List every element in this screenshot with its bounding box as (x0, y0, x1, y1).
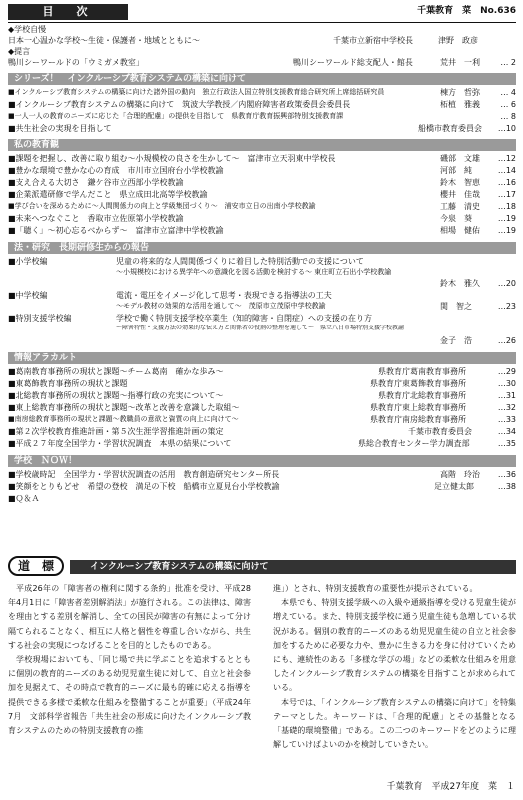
jiman-title: 日本一心温かな学校～生徒・保護者・地域とともに～ (8, 36, 200, 45)
toc-author: 棟方 哲弥 (440, 88, 480, 97)
toku-author: 金子 浩 (440, 336, 472, 345)
toc-title: ■Ｑ＆Ａ (8, 494, 40, 503)
toc-author: 櫻井 佳哉 (440, 190, 480, 199)
toc-page: …38 (497, 482, 516, 491)
toc-row[interactable] (8, 379, 516, 389)
toc-row[interactable] (8, 154, 516, 164)
article-paragraph: 進」）とされ、特別支援教育の重要性が提示されている。 (273, 584, 478, 593)
toc-row[interactable] (8, 214, 516, 224)
sho-label: ■小学校編 (8, 257, 48, 266)
jiman-row[interactable] (8, 36, 516, 46)
toc-title: ■東葛飾教育事務所の現状と課題 (8, 379, 128, 388)
toc-page: …29 (497, 367, 516, 376)
chu-title: 電流・電圧をイメージ化して思考・表現できる指導法の工夫 (116, 291, 332, 300)
jiman-label-row (8, 25, 516, 35)
toc-author: 県教育庁北総教育事務所 (378, 391, 466, 400)
toc-row[interactable] (8, 494, 516, 504)
chu-page: …23 (497, 302, 516, 311)
toc-author: 足立健太郎 (434, 482, 474, 491)
toc-page: …32 (497, 403, 516, 412)
toc-title: ■一人一人の教育のニーズに応じた「合理的配慮」の提供を目指して 県教育庁教育振興部特別支援教育課 (8, 112, 344, 120)
toc-title: 目 次 (8, 4, 128, 20)
toc-title: ■課題を把握し、改善に取り組む～小規模校の良さを生かして～ 富津市立天羽東中学校長 (8, 154, 336, 163)
toc-author: 相場 健佑 (440, 226, 480, 235)
toc-author: 鈴木 智恵 (440, 178, 480, 187)
toc-author: 県教育庁東葛飾教育事務所 (370, 379, 466, 388)
sho-sub: ～小規模校における異学年への意識化を図る活動を検討する～ 東庄町立石出小学校教諭 (116, 268, 392, 276)
article-column-right (273, 582, 516, 772)
toc-author: 県総合教育センター学力調査部 (358, 439, 470, 448)
toc-title: ■共生社会の実現を目指して (8, 124, 112, 133)
article-paragraph: 平成26年の「障害者の権利に関する条約」批准を受け、平成28年4月1日に「障害者差別解消法」が施行される。この法律は、障害を理由とする差別を解消し、全ての国民が障害の有無によって分け隔てられることなく、相互に人格と個性を尊重し合いながら、共生する社会の実現につなげることを目的としたものである。 (8, 584, 251, 650)
series-band: シリーズ！ インクルーシブ教育システムの構築に向けて (8, 73, 516, 85)
article-paragraph: 学校現場においても、「同じ場で共に学ぶことを追求するとともに個別の教育的ニーズのある幼児児童生徒に対して、自立と社会参加を見据えて、その時点で教育的ニーズに最も的確に応える指導を提供できる多様で柔軟な仕組みを整備することが重要」（平成24年7月 文部科学省報告「共生社会の形成に向けたインクルーシブ教育システムのための特別支援教育の推 (8, 655, 251, 736)
teigen-row[interactable] (8, 58, 516, 68)
toc-author: 県教育庁南房総教育事務所 (370, 415, 466, 424)
toc-author: 千葉市教育委員会 (408, 427, 472, 436)
article-paragraph: 本号では、「インクルーシブ教育システムの構築に向けて」を特集テーマとした。キーワードは、「合理的配慮」とその基盤となる「基礎的環境整備」である。この二つのキーワードをどのように理解していけばよいのかを検討していきたい。 (273, 697, 516, 750)
gakko-band: 学校 ＮＯＷ！ (8, 455, 516, 467)
toc-title: ■学校歳時記 全国学力・学習状況調査の活用 教育創造研究センター所長 (8, 470, 280, 479)
toc-page: … 4 (500, 88, 516, 97)
toc-title: ■未来へつなぐこと 香取市立佐原第小学校教諭 (8, 214, 184, 223)
toc-header (8, 4, 516, 22)
kyouikukan-band: 私の教育観 (8, 139, 516, 151)
toku-sub-row[interactable] (8, 325, 516, 335)
toc-author: 磯部 文雄 (440, 154, 480, 163)
toc-row[interactable] (8, 415, 516, 425)
toc-row[interactable] (8, 124, 516, 134)
toc-row[interactable] (8, 202, 516, 212)
toc-author: 県教育庁葛南教育事務所 (378, 367, 466, 376)
teigen-org: 鴨川シーワールド総支配人・館長 (293, 58, 413, 67)
toku-author-row (8, 336, 516, 346)
toc-row[interactable] (8, 367, 516, 377)
toc-row[interactable] (8, 100, 516, 110)
toc-title: ■葛南教育事務所の現状と課題～チーム葛南 確かな歩み～ (8, 367, 224, 376)
toc-row[interactable] (8, 482, 516, 492)
chu-author: 関 智之 (440, 302, 472, 311)
toc-row[interactable] (8, 88, 516, 98)
toc-page: …19 (497, 214, 516, 223)
sho-row[interactable] (8, 257, 516, 267)
teigen-label: ◆提言 (8, 47, 31, 56)
toc-row[interactable] (8, 403, 516, 413)
toc-title: ■企業派遣研修で学んだこと 県立成田北高等学校教諭 (8, 190, 208, 199)
toc-page: …17 (497, 190, 516, 199)
chu-sub-row[interactable] (8, 302, 516, 312)
toku-page: …26 (497, 336, 516, 345)
chu-sub: ～モデル教材の効果的な活用を通して～ 茂原市立茂原中学校教諭 (116, 302, 326, 310)
toc-author: 船橋市教育委員会 (418, 124, 482, 133)
toc-row[interactable] (8, 470, 516, 480)
toc-row[interactable] (8, 226, 516, 236)
toc-page: …10 (497, 124, 516, 133)
toc-row[interactable] (8, 112, 516, 122)
toku-title: 学校で働く特別支援学校卒業生（知的障害・自閉症）への支援の在り方 (116, 314, 372, 323)
sho-page: …20 (497, 279, 516, 288)
toc-title: ■豊かな環境で豊かな心の育成 市川市立国府台小学校教諭 (8, 166, 224, 175)
toc-page: …14 (497, 166, 516, 175)
toc-page: …30 (497, 379, 516, 388)
toc-page: …18 (497, 202, 516, 211)
toc-title: ■支え合える大切さ 鎌ケ谷市立西部小学校教諭 (8, 178, 184, 187)
dohyo-badge: 道 標 (8, 556, 64, 576)
teigen-author: 荒井 一利 (440, 58, 480, 67)
toc-author: 今泉 葵 (440, 214, 472, 223)
toc-row[interactable] (8, 190, 516, 200)
toc-author: 高階 玲治 (440, 470, 480, 479)
teigen-page: … 2 (500, 58, 516, 67)
toc-page: …31 (497, 391, 516, 400)
toc-row[interactable] (8, 439, 516, 449)
jiman-author: 津野 政彦 (438, 36, 478, 45)
toc-title: ■インクルーシブ教育システムの構築に向けて 筑波大学教授／内閣府障害者政策委員会委員長 (8, 100, 351, 109)
teigen-title: 鴨川シーワールドの「ウミガメ教室」 (8, 58, 144, 67)
toku-label: ■特別支援学校編 (8, 314, 72, 323)
issue-number: 千葉教育 菜 No.636 (417, 6, 516, 16)
jiman-label: ◆学校自慢 (8, 25, 47, 34)
teigen-label-row (8, 47, 516, 57)
toc-title: ■平成２７年度全国学力・学習状況調査 本県の結果について (8, 439, 232, 448)
chu-row[interactable] (8, 291, 516, 301)
article-paragraph: 本県でも、特別支援学級への入級や通級指導を受ける児童生徒が増えている。また、特別支援学校に通う児童生徒も急増している状況がある。個別の教育的ニーズのある幼児児童生徒の自立と社会参加をするために必要な力や、豊かに生きる力を身に付けていくためにも、連続性のある「多様な学びの場」などの柔軟な仕組みを用意したインクルーシブ教育システムの構築を目指すことが求められている。 (273, 598, 516, 693)
toc-row[interactable] (8, 427, 516, 437)
toc-author: 県教育庁東上総教育事務所 (370, 403, 466, 412)
toc-title: ■北総教育事務所の現状と課題～指導行政の充実について～ (8, 391, 224, 400)
jiman-org: 千葉市立新宿中学校長 (333, 36, 413, 45)
toc-title: ■笑顔をとりもどせ 希望の登校 満足の下校 船橋市立夏見台小学校教諭 (8, 482, 280, 491)
toc-author: 工藤 清史 (440, 202, 480, 211)
page-footer: 千葉教育 平成27年度 菜 １ (386, 782, 515, 792)
toc-author: 柘植 雅義 (440, 100, 480, 109)
toku-row[interactable] (8, 314, 516, 324)
toc-page: …33 (497, 415, 516, 424)
toc-page: …19 (497, 226, 516, 235)
toc-page: … 8 (500, 112, 516, 121)
toc-title: ■「聴く」～初心忘るべからず～ 富津市立富津中学校教諭 (8, 226, 224, 235)
sho-sub-row[interactable] (8, 268, 516, 278)
toc-title: ■学び合いを深めるために～人間関係力の向上と学級集団づくり～ 浦安市立日の出南小学校教諭 (8, 202, 316, 210)
toc-page: …35 (497, 439, 516, 448)
toc-title: ■インクルーシブ教育システムの構築に向けた諸外国の動向 独立行政法人国立特別支援教育総合研究所上席総括研究員 (8, 88, 385, 96)
sho-author-row (8, 279, 516, 289)
article-header (8, 556, 516, 578)
toc-title: ■第２次学校教育推進計画・第５次生涯学習推進計画の策定 (8, 427, 224, 436)
toku-sub: ～障害特性・支援方法の効果的な伝え方と関係者の役割の整理を通して～ 県立八日市場特別支援学校教諭 (116, 325, 405, 331)
toc-page: …16 (497, 178, 516, 187)
header-rule (8, 22, 516, 23)
chu-label: ■中学校編 (8, 291, 48, 300)
toc-author: 河部 純 (440, 166, 472, 175)
kenkyu-band: 法・研究 長期研修生からの報告 (8, 242, 516, 254)
article-title: インクルーシブ教育システムの構築に向けて (70, 560, 516, 574)
article-column-left (8, 582, 251, 772)
sho-title: 児童の将来的な人間関係づくりに着目した特別活動での支援について (116, 257, 364, 266)
toc-row[interactable] (8, 166, 516, 176)
toc-title: ■南房総教育事務所の現状と課題～教職員の意欲と資質の向上に向けて～ (8, 415, 239, 423)
joho-band: 情報アラカルト (8, 352, 516, 364)
toc-page: …12 (497, 154, 516, 163)
sho-author: 鈴木 雅久 (440, 279, 480, 288)
toc-page: …36 (497, 470, 516, 479)
toc-row[interactable] (8, 178, 516, 188)
toc-row[interactable] (8, 391, 516, 401)
toc-page: … 6 (500, 100, 516, 109)
toc-page: …34 (497, 427, 516, 436)
toc-title: ■東上総教育事務所の現状と課題～改革と改善を意識した取組～ (8, 403, 240, 412)
